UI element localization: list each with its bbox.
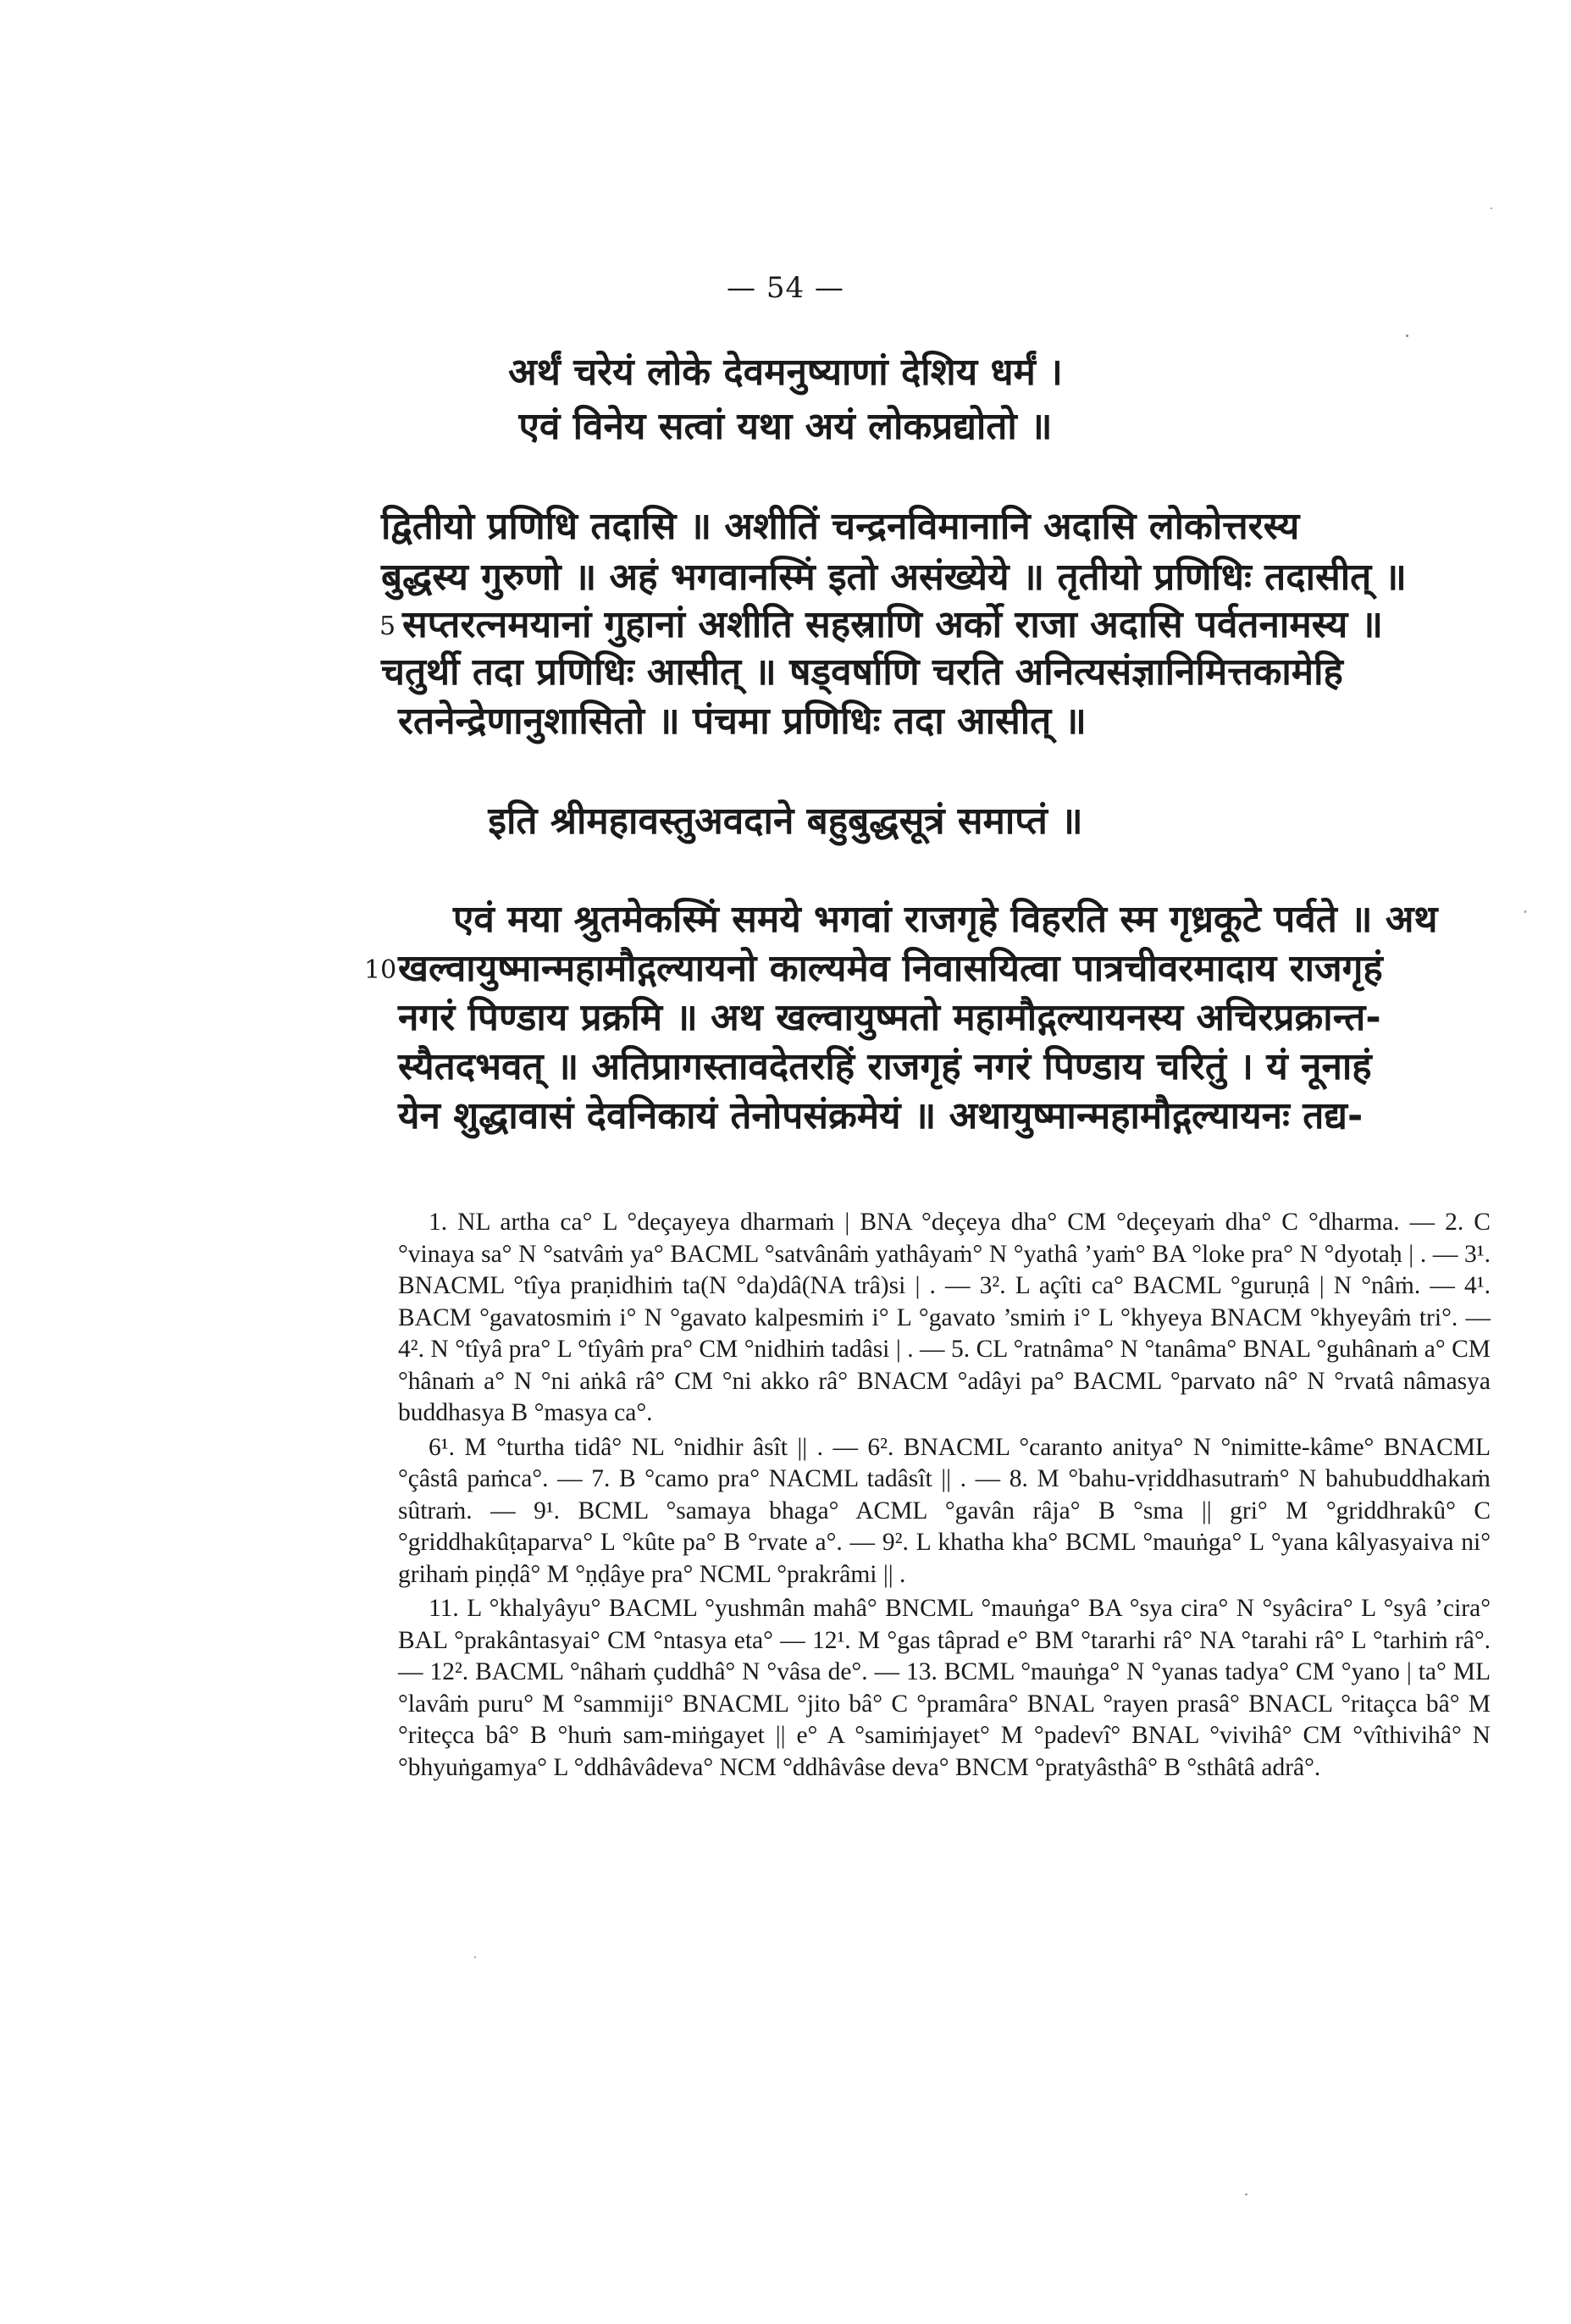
prose-line-3: सप्तरत्नमयानां गुहानां अशीति सहस्राणि अर्को राजा अदासि पर्वतनामस्य ॥	[402, 603, 1383, 646]
verse-line-2: एवं विनेय सत्वां यथा अयं लोकप्रद्योतो ॥	[518, 405, 1053, 448]
prose-line-5: रतनेन्द्रेणानुशासितो ॥ पंचमा प्रणिधिः तदा आसीत् ॥	[398, 700, 1087, 743]
critical-apparatus-notes	[398, 1207, 1491, 1786]
prose-line-2: बुद्धस्य गुरुणो ॥ अहं भगवानस्मिं इतो असंख्येये ॥ तृतीयो प्रणिधिः तदासीत् ॥	[381, 556, 1407, 599]
note-paragraph: 6¹. M °turtha tidâ° NL °nidhir âsît || . — 6². BNACML °caranto anitya° N °nimitte-kâme° BNACML °çâstâ paṁca°. — 7. B °camo pra° NACML tadâsît || . — 8. M °bahu-vṛiddhasutraṁ° N bahubuddhakaṁ sûtraṁ. — 9¹. BCML °samaya bhaga° ACML °gavân râja° B °sma || gri° M °griddhrakû° C °griddhakûṭaparva° L °kûte pa° B °rvate a°. — 9². L khatha kha° BCML °mauṅga° L °yana kâlyasyaiva ni° grihaṁ piṇḍâ° M °ṇḍâye pra° NCML °prakrâmi || .	[398, 1433, 1491, 1588]
note-paragraph: 11. L °khalyâyu° BACML °yushmân mahâ° BNCML °mauṅga° BA °sya cira° N °syâcira° L °syâ ’cira° BAL °prakântasyai° CM °ntasya eta° — 12¹. M °gas tâprad e° BM °tararhi râ° NA °tarahi râ° L °tarhiṁ râ°. — 12². BACML °nâhaṁ çuddhâ° N °vâsa de°. — 13. BCML °mauṅga° N °yanas tadya° CM °yano | ta° ML °lavâṁ puru° M °sammiji° BNACML °jito bâ° C °pramâra° BNAL °rayen prasâ° BNACL °ritaçca bâ° M °riteçca bâ° B °huṁ sam-miṅgayet || e° A °samiṁjayet° M °padevî° BNAL °vivihâ° CM °vîthivihâ° N °bhyuṅgamya° L °ddhâvâdeva° NCM °ddhâvâse deva° BNCM °pratyâsthâ° B °sthâtâ adrâ°.	[398, 1595, 1491, 1781]
prose2-line-3: नगरं पिण्डाय प्रक्रमि ॥ अथ खल्वायुष्मतो महामौद्गल्यायनस्य अचिरप्रक्रान्त-	[398, 996, 1381, 1039]
prose-line-1: द्वितीयो प्रणिधि तदासि ॥ अशीतिं चन्द्रनविमानानि अदासि लोकोत्तरस्य	[381, 505, 1300, 548]
prose2-line-1: एवं मया श्रुतमेकस्मिं समये भगवां राजगृहे विहरति स्म गृध्रकूटे पर्वते ॥ अथ	[453, 898, 1438, 941]
prose2-line-2: खल्वायुष्मान्महामौद्गल्यायनो काल्यमेव निवासयित्वा पात्रचीवरमादाय राजगृहं	[398, 947, 1383, 990]
note-paragraph: 1. NL artha ca° L °deçayeya dharmaṁ | BNA °deçeya dha° CM °deçeyaṁ dha° C °dharma. — 2. C °vinaya sa° N °satvâṁ ya° BACML °satvânâṁ yathâyaṁ° N °yathâ ’yaṁ° BA °loke pra° N °dyotaḥ | . — 3¹. BNACML °tîya praṇidhiṁ ta(N °da)dâ(NA trâ)si | . — 3². L açîti ca° BACML °guruṇâ | N °nâṁ. — 4¹. BACM °gavatosmiṁ i° N °gavato kalpesmiṁ i° L °gavato ’smiṁ i° L °khyeya BNACM °khyeyâṁ tri°. — 4². N °tîyâ pra° L °tîyâṁ pra° CM °nidhiṁ tadâsi | . — 5. CL °ratnâma° N °tanâma° BNAL °guhânaṁ a° CM °hânaṁ a° N °ni aṅkâ râ° CM °ni akko râ° BNACM °adâyi pa° BACML °parvato nâ° N °rvatâ nâmasya buddhasya B °masya ca°.	[398, 1209, 1491, 1426]
verse-line-1: अर्थं चरेयं लोके देवमनुष्याणां देशिय धर्मं ।	[508, 351, 1063, 394]
colophon-heading: इति श्रीमहावस्तुअवदाने बहुबुद्धसूत्रं समाप्तं ॥	[488, 800, 1083, 843]
prose-line-4: चतुर्थी तदा प्रणिधिः आसीत् ॥ षड्वर्षाणि चरति अनित्यसंज्ञानिमित्तकामेहि	[381, 650, 1343, 694]
line-number-10: 10	[364, 955, 397, 985]
line-number-5: 5	[379, 611, 396, 641]
prose2-line-5: येन शुद्धावासं देवनिकायं तेनोपसंक्रमेयं ॥ अथायुष्मान्महामौद्गल्यायनः तद्य-	[398, 1094, 1364, 1137]
page-number: — 54 —	[727, 271, 844, 305]
prose2-line-4: स्यैतदभवत् ॥ अतिप्रागस्तावदेतरहिं राजगृहं नगरं पिण्डाय चरितुं । यं नूनाहं	[398, 1045, 1372, 1088]
